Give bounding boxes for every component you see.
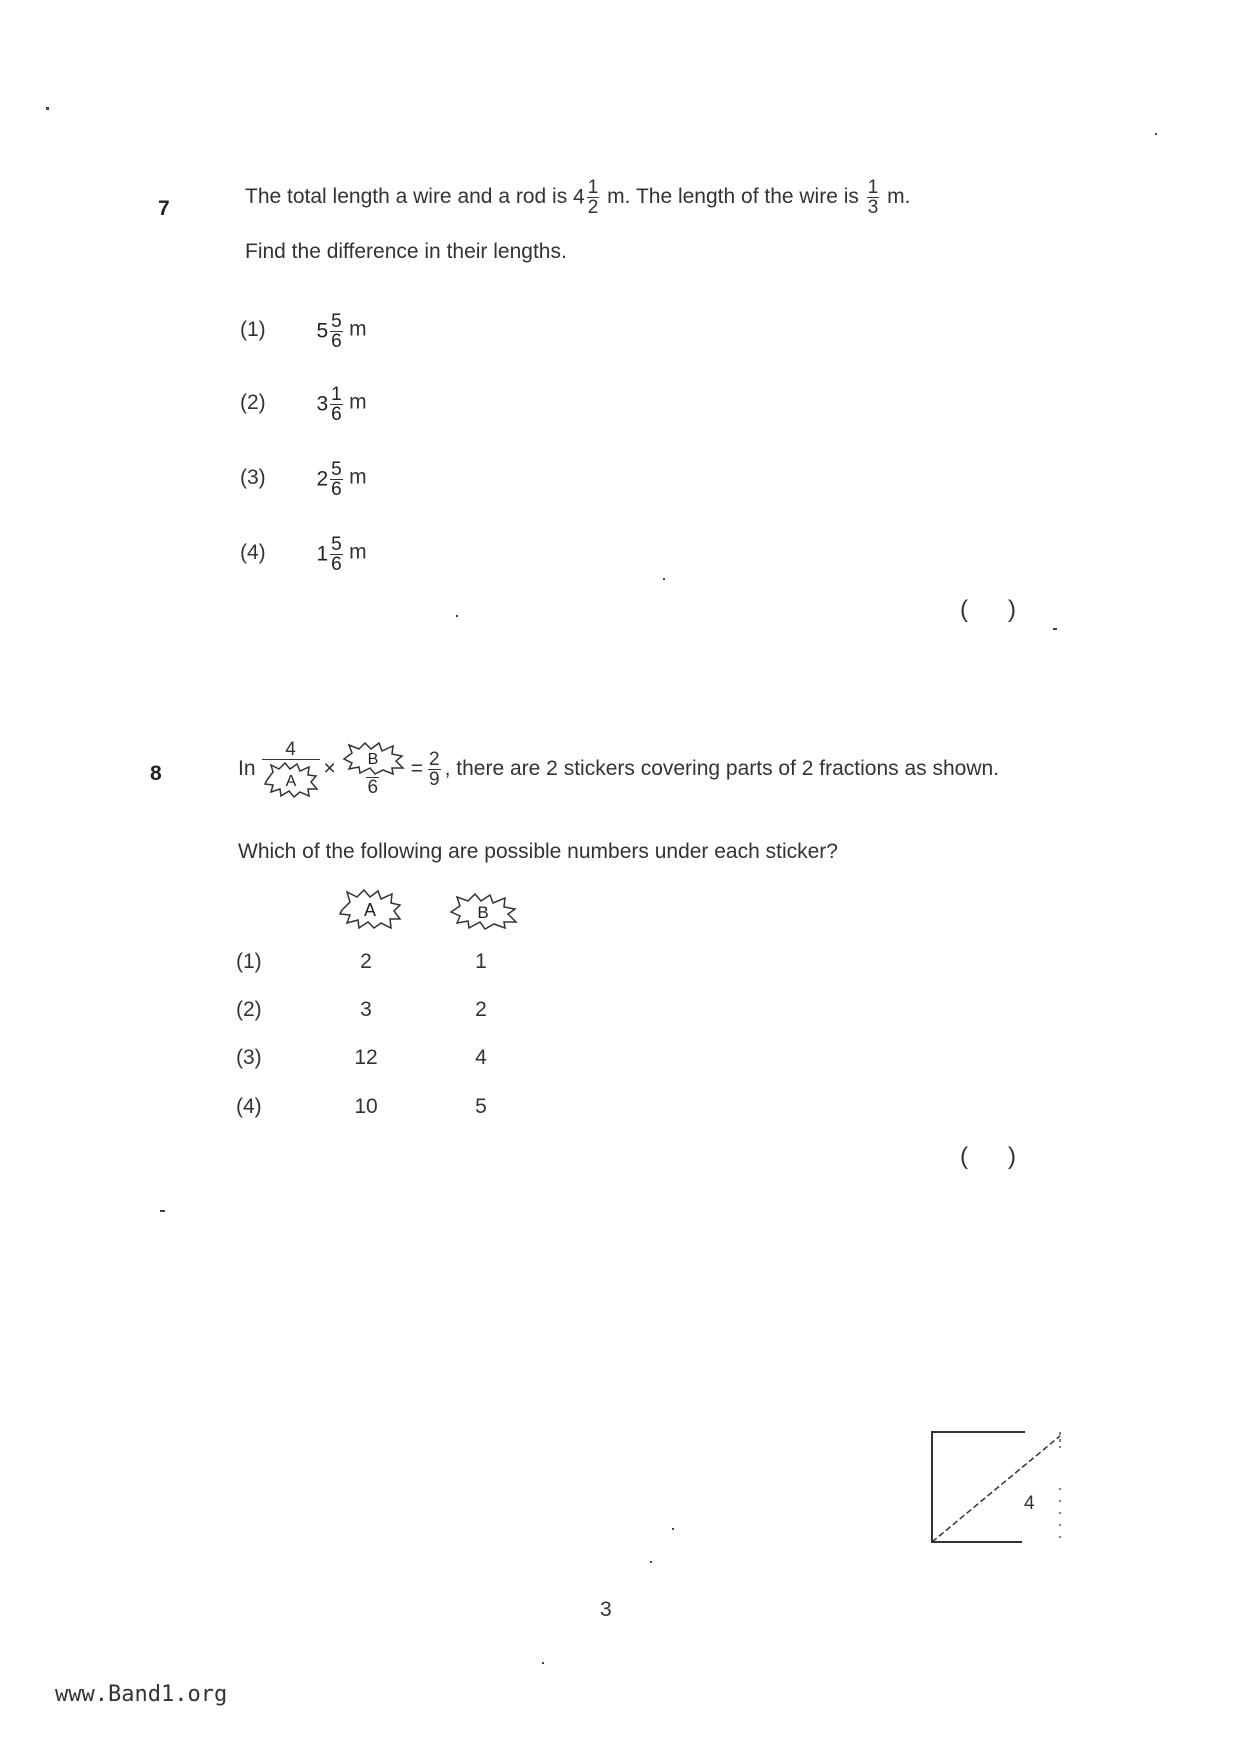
scan-speck [672,1528,674,1530]
sticker-a-icon [263,762,319,798]
q7-option-numerator: 1 [331,384,342,405]
scan-speck [160,1210,165,1212]
q7-wire-denominator: 3 [867,197,879,218]
q8-text-in: In [238,757,256,780]
marking-box-diagonal-icon [930,1428,1070,1548]
sticker-b-icon [341,741,405,775]
q7-text-middle: m. The length of the wire is [607,185,859,209]
q7-wire-numerator: 1 [867,177,879,198]
q8-header-a [338,888,402,935]
q7-option-numerator: 5 [331,534,342,555]
q8-option-2[interactable] [236,998,511,1022]
marking-box-score: 4 [1024,1493,1035,1514]
q7-option-fraction [330,385,343,424]
q8-option-b-value: 1 [475,950,487,973]
q8-fraction-3 [428,750,441,789]
q8-f2-numerator-sticker [340,741,406,777]
q7-option-whole: 1 [316,542,329,566]
q7-option-1[interactable] [240,312,367,351]
q7-total-fraction [587,178,600,217]
q8-times: × [323,757,336,780]
q7-option-denominator: 6 [331,479,342,500]
scan-speck [1155,133,1157,135]
q7-number: 7 [158,197,170,220]
scan-speck [542,1662,544,1664]
q8-option-1[interactable] [236,950,511,974]
q7-option-whole: 2 [316,467,329,491]
q8-option-label: (2) [236,998,262,1021]
q7-option-4[interactable] [240,535,367,574]
q8-option-3[interactable] [236,1046,511,1070]
q7-option-2[interactable] [240,385,367,424]
scan-speck [663,578,665,580]
q8-option-b-value: 5 [475,1095,487,1118]
q8-equals: = [410,757,424,780]
q8-f2-denominator: 6 [367,777,379,798]
sticker-a-icon [338,888,402,930]
q8-option-a-value: 3 [360,998,372,1021]
q7-option-whole: 5 [316,319,329,343]
marking-box [930,1428,1070,1553]
q7-option-3[interactable] [240,460,367,499]
scan-speck [1053,628,1057,630]
q7-text-before: The total length a wire and a rod is [245,185,568,209]
q8-question-line1 [238,740,999,798]
q7-option-denominator: 6 [331,404,342,425]
q8-option-a-value: 10 [354,1095,378,1118]
q7-option-unit: m [349,390,367,414]
q7-answer-bracket[interactable]: ( ) [960,596,1016,623]
q8-text-after: , there are 2 stickers covering parts of 2 fractions as shown. [444,757,1000,780]
q7-option-label: (1) [240,317,266,341]
q7-total-whole: 4 [573,185,585,209]
q8-answer-bracket[interactable]: ( ) [960,1143,1016,1170]
q8-option-4[interactable] [236,1095,511,1119]
q8-number: 8 [150,762,162,785]
q7-option-whole: 3 [316,392,329,416]
q7-question-line1 [245,178,910,217]
q8-option-b-value: 2 [475,998,487,1021]
q8-header-b-label: B [477,903,489,922]
q7-option-label: (3) [240,465,266,489]
q8-fraction-2 [340,741,406,797]
q7-option-unit: m [349,540,367,564]
q8-f3-denominator: 9 [429,768,440,790]
q8-f3-numerator: 2 [429,748,440,770]
sticker-b-label: B [367,751,379,768]
q8-option-label: (1) [236,950,262,973]
scan-speck [46,107,49,110]
q7-option-fraction [330,460,343,499]
q7-option-unit: m [349,465,367,489]
q8-option-b-value: 4 [475,1046,487,1069]
sticker-a-label: A [285,773,296,790]
scan-speck [650,1561,652,1563]
q8-option-a-value: 12 [354,1046,378,1069]
q7-option-unit: m [349,317,367,341]
q7-option-fraction [330,312,343,351]
q8-option-label: (3) [236,1046,262,1069]
q8-option-a-value: 2 [360,950,372,973]
q7-option-fraction [330,535,343,574]
q8-header-b [448,892,518,935]
q7-option-numerator: 5 [331,311,342,332]
page-number: 3 [600,1598,612,1621]
q7-option-denominator: 6 [331,554,342,575]
q8-fraction-1 [262,740,320,798]
q7-option-label: (2) [240,390,266,414]
q7-total-denominator: 2 [587,197,599,218]
q8-question-line2: Which of the following are possible numbers under each sticker? [238,840,838,863]
q8-f1-denominator-sticker [262,759,320,798]
q8-header-a-label: A [363,900,377,920]
q7-text-end: m. [887,185,911,209]
q7-total-numerator: 1 [587,177,599,198]
q7-wire-fraction [867,178,880,217]
q8-option-label: (4) [236,1095,262,1118]
footer-url[interactable]: www.Band1.org [55,1682,228,1707]
q8-f1-numerator: 4 [285,739,296,760]
scan-speck [456,615,458,617]
q7-question-line2: Find the difference in their lengths. [245,240,567,263]
q7-option-denominator: 6 [331,331,342,352]
q7-option-numerator: 5 [331,459,342,480]
sticker-b-icon [448,892,518,930]
q7-option-label: (4) [240,540,266,564]
